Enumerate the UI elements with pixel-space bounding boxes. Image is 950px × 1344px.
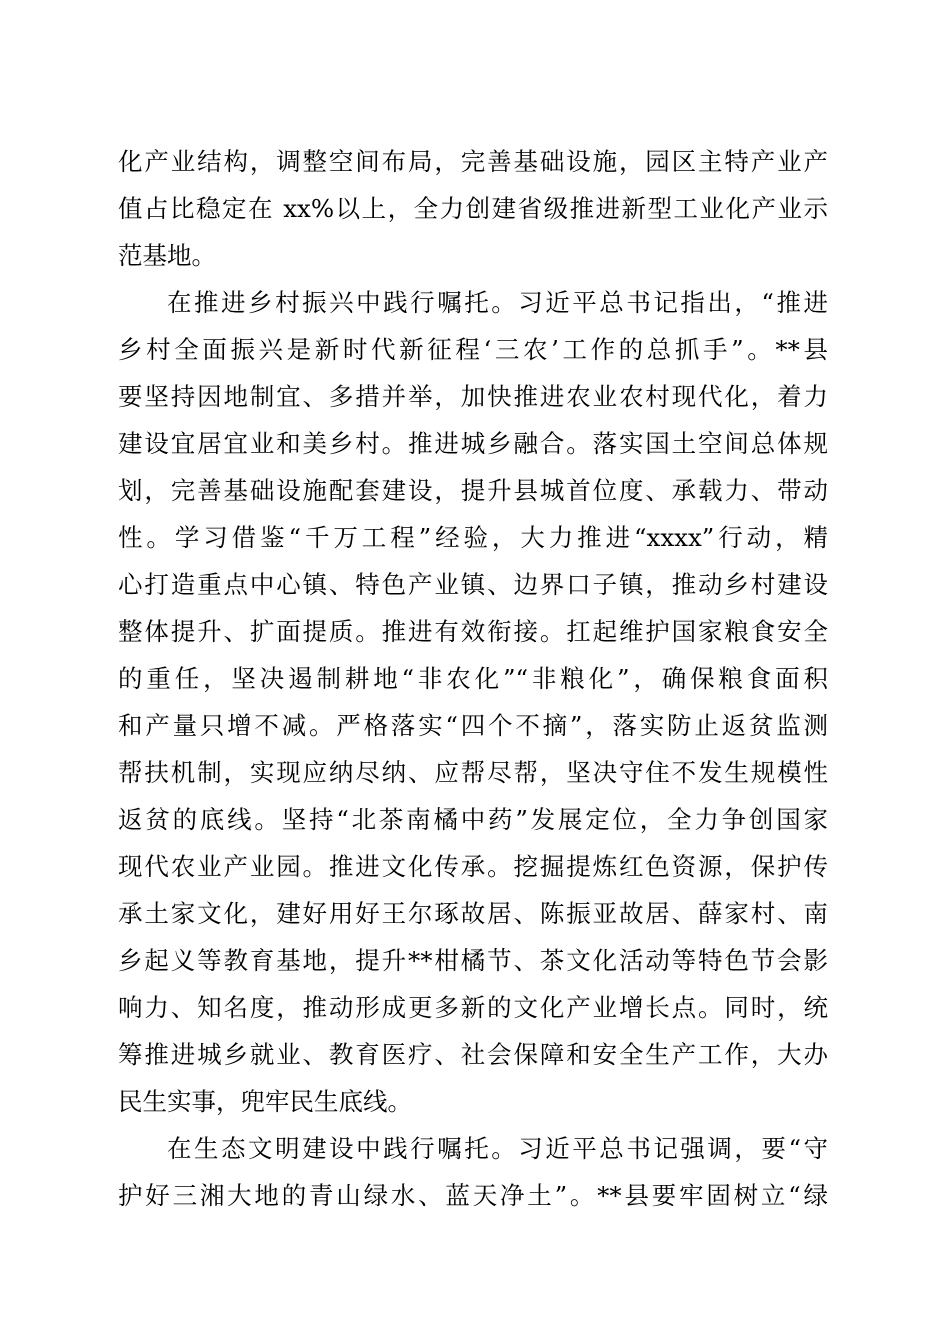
text-line: 心打造重点中心镇、特色产业镇、边界口子镇，推动乡村建设 [118, 570, 828, 599]
text-line: 化产业结构，调整空间布局，完善基础设施，园区主特产业产 [118, 147, 828, 176]
text-line: 值占比稳定在 xx%以上，全力创建省级推进新型工业化产业示 [118, 194, 828, 223]
text-line: 护好三湘大地的青山绿水、蓝天净土”。**县要牢固树立“绿 [118, 1181, 828, 1210]
text-line: 乡村全面振兴是新时代新征程‘三农’工作的总抓手”。**县 [118, 335, 828, 364]
text-line: 现代农业产业园。推进文化传承。挖掘提炼红色资源，保护传 [118, 852, 828, 881]
text-line: 性。学习借鉴“千万工程”经验，大力推进“xxxx”行动，精 [118, 523, 828, 552]
text-line: 乡起义等教育基地，提升**柑橘节、茶文化活动等特色节会影 [118, 946, 828, 975]
text-line: 的重任，坚决遏制耕地“非农化”“非粮化”，确保粮食面积 [118, 664, 828, 693]
text-line: 整体提升、扩面提质。推进有效衔接。扛起维护国家粮食安全 [118, 617, 828, 646]
text-line: 建设宜居宜业和美乡村。推进城乡融合。落实国土空间总体规 [118, 429, 828, 458]
paragraph-ecological-civilization [118, 1125, 828, 1219]
text-line: 范基地。 [118, 241, 216, 270]
text-line: 筹推进城乡就业、教育医疗、社会保障和安全生产工作，大办 [118, 1040, 828, 1069]
paragraph-industry [118, 138, 828, 279]
text-line: 划，完善基础设施配套建设，提升县城首位度、承载力、带动 [118, 476, 828, 505]
text-line: 要坚持因地制宜、多措并举，加快推进农业农村现代化，着力 [118, 382, 828, 411]
document-body [118, 138, 828, 1219]
text-line: 返贫的底线。坚持“北茶南橘中药”发展定位，全力争创国家 [118, 805, 828, 834]
paragraph-rural-revitalization [118, 279, 828, 1125]
text-line: 和产量只增不减。严格落实“四个不摘”，落实防止返贫监测 [118, 711, 828, 740]
text-line: 在推进乡村振兴中践行嘱托。习近平总书记指出，“推进 [167, 288, 828, 317]
text-line: 在生态文明建设中践行嘱托。习近平总书记强调，要“守 [167, 1134, 828, 1163]
text-line: 响力、知名度，推动形成更多新的文化产业增长点。同时，统 [118, 993, 828, 1022]
text-line: 民生实事，兜牢民生底线。 [118, 1087, 412, 1116]
text-line: 帮扶机制，实现应纳尽纳、应帮尽帮，坚决守住不发生规模性 [118, 758, 828, 787]
text-line: 承土家文化，建好用好王尔琢故居、陈振亚故居、薛家村、南 [118, 899, 828, 928]
